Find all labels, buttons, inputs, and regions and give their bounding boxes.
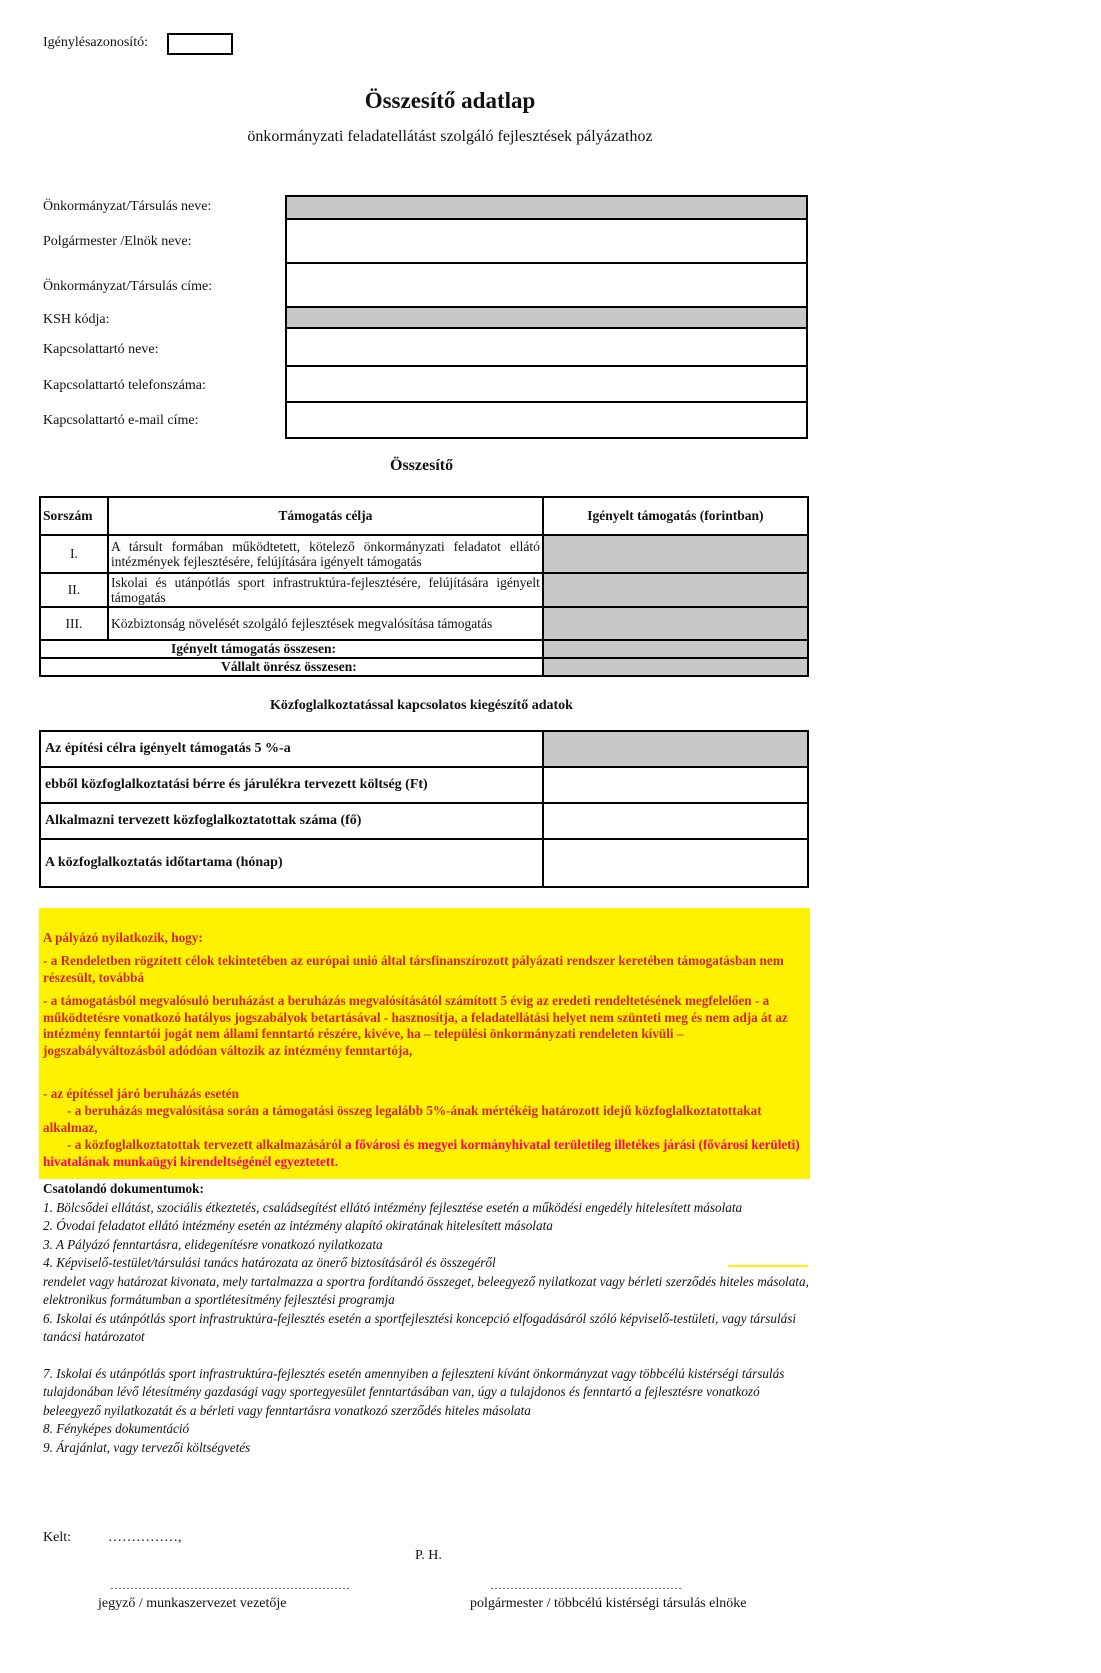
list-item: 6. Iskolai és utánpótlás sport infrastruktúra-fejlesztés esetén a sportfejlesztési koncepció elfogadásáról szóló képviselő-testületi, vagy társulási tanácsi határozatot xyxy=(43,1310,797,1344)
date-value[interactable]: ……………, xyxy=(108,1530,182,1545)
total-requested-label: Igényelt támogatás összesen: xyxy=(40,640,543,658)
summary-table xyxy=(39,496,809,677)
right-signature-line[interactable]: ………………………………………… xyxy=(490,1578,682,1592)
employment-input-count[interactable] xyxy=(543,803,808,839)
page-title: Összesítő adatlap xyxy=(364,88,536,113)
header-purpose: Támogatás célja xyxy=(108,497,543,535)
yellow-mark xyxy=(728,1265,808,1267)
right-signature-caption: polgármester / többcélú kistérségi társulás elnöke xyxy=(470,1596,747,1611)
employment-label-cost: ebből közfoglalkoztatási bérre és járulékra tervezett költség (Ft) xyxy=(40,767,543,803)
declaration-p1: - a Rendeletben rögzített célok tekintetében az európai unió által társfinanszírozott pályázati rendszer keretében támogatásban nem részesült, továbbá xyxy=(43,952,784,985)
employment-input-duration[interactable] xyxy=(543,839,808,887)
row-number: I. xyxy=(40,535,108,573)
row-amount-input[interactable] xyxy=(543,607,808,640)
field-label-name: Önkormányzat/Társulás neve: xyxy=(43,199,212,214)
employment-input-support[interactable] xyxy=(543,731,808,767)
declaration-box xyxy=(39,908,810,1179)
table-row xyxy=(40,535,808,573)
field-label-mayor: Polgármester /Elnök neve: xyxy=(43,234,192,249)
list-item: 4. Képviselő-testület/társulási tanács határozata az önerő biztosításáról és összegéről xyxy=(43,1255,496,1270)
header-amount: Igényelt támogatás (forintban) xyxy=(543,497,808,535)
field-ksh[interactable] xyxy=(285,306,808,329)
documents-list xyxy=(43,1180,813,1457)
list-item: 2. Óvodai feladatot ellátó intézmény esetén az intézmény alapító okiratának hitelesített másolata xyxy=(43,1218,553,1233)
declaration-intro: A pályázó nyilatkozik, hogy: xyxy=(43,930,203,945)
request-id-input[interactable] xyxy=(167,33,233,55)
field-label-address: Önkormányzat/Társulás címe: xyxy=(43,279,213,294)
employment-input-cost[interactable] xyxy=(543,767,808,803)
documents-title: Csatolandó dokumentumok: xyxy=(43,1181,204,1196)
field-contact-email[interactable] xyxy=(285,401,808,439)
employment-label-count: Alkalmazni tervezett közfoglalkoztatottak száma (fő) xyxy=(40,803,543,839)
table-row xyxy=(40,573,808,607)
declaration-p5b: a fővárosi és megyei kormányhivatal területileg illetékes járási (fővárosi kerületi) hivatalának munkaügyi kirendeltségénél egyeztetett. xyxy=(43,1136,800,1169)
row-number: II. xyxy=(40,573,108,607)
request-id-label: Igénylésazonosító: xyxy=(43,35,148,50)
field-mayor[interactable] xyxy=(285,218,808,264)
header-number: Sorszám xyxy=(40,497,108,535)
summary-title: Összesítő xyxy=(390,457,454,474)
table-row xyxy=(40,607,808,640)
field-label-ksh: KSH kódja: xyxy=(43,312,110,327)
list-item: 8. Fényképes dokumentáció xyxy=(43,1421,190,1436)
row-purpose: Közbiztonság növelését szolgáló fejlesztések megvalósítása támogatás xyxy=(108,607,543,640)
declaration-p5a: - a közfoglalkoztatottak tervezett alkalmazásáról xyxy=(67,1136,342,1152)
field-name[interactable] xyxy=(285,195,808,220)
declaration-p4: - a beruházás megvalósítása során a támogatási összeg legalább 5%-ának mértékéig határozott idejű közfoglalkoztatottakat alkalmaz, xyxy=(43,1103,762,1136)
field-contact-name[interactable] xyxy=(285,327,808,367)
field-label-contact-email: Kapcsolattartó e-mail címe: xyxy=(43,413,199,428)
left-signature-line[interactable]: …………………………………………………… xyxy=(110,1578,350,1592)
employment-table xyxy=(39,730,809,888)
declaration-p2: - a támogatásból megvalósuló beruházást a beruházás megvalósításától számított 5 évig az eredeti rendeltetésének megfelelően - a működtetésre vonatkozó hatályos jogszabályok betartásával - hasznosítja, a feladatellátási helyet nem szünteti meg és nem adja át az intézmény fenntartói jogát nem állami fenntartó részére, kivéve, ha – települési önkormányzati rendeleten kívüli – jogszabályváltozásból adódóan változik az intézmény fenntartója, xyxy=(43,992,788,1059)
field-label-contact-name: Kapcsolattartó neve: xyxy=(43,342,159,357)
total-own-label: Vállalt önrész összesen: xyxy=(40,658,543,676)
stamp-label: P. H. xyxy=(415,1548,442,1563)
row-number: III. xyxy=(40,607,108,640)
employment-label-duration: A közfoglalkoztatás időtartama (hónap) xyxy=(40,839,543,887)
list-item: 3. A Pályázó fenntartásra, elidegenítésre vonatkozó nyilatkozata xyxy=(43,1236,383,1252)
employment-title: Közfoglalkoztatással kapcsolatos kiegészítő adatok xyxy=(270,698,573,713)
row-purpose: Iskolai és utánpótlás sport infrastruktúra-fejlesztésére, felújítására igényelt támogatás xyxy=(108,573,543,607)
list-item: 9. Árajánlat, vagy tervezői költségvetés xyxy=(43,1439,251,1455)
field-address[interactable] xyxy=(285,262,808,308)
row-amount-input[interactable] xyxy=(543,535,808,573)
list-item: 7. Iskolai és utánpótlás sport infrastruktúra-fejlesztés esetén amennyiben a fejleszteni kívánt önkormányzat vagy többcélú kistérségi társulás tulajdonában lévő létesítmény gazdasági vagy sportegyesület fenntartásában van, úgy a tulajdonos és fenntartó a fejlesztésre vonatkozó beleegyező nyilatkozatát és a bérleti vagy fenntartásra vonatkozó szerződés hiteles másolata xyxy=(43,1365,785,1418)
list-item: 1. Bölcsődei ellátást, szociális étkeztetés, családsegítést ellátó intézmény fejlesztése esetén a működési engedély hitelesített másolata xyxy=(43,1199,743,1215)
left-signature-caption: jegyző / munkaszervezet vezetője xyxy=(98,1596,287,1611)
page-subtitle: önkormányzati feladatellátást szolgáló fejlesztések pályázathoz xyxy=(247,128,653,145)
field-label-contact-phone: Kapcsolattartó telefonszáma: xyxy=(43,378,206,393)
total-requested-input[interactable] xyxy=(543,640,808,658)
field-contact-phone[interactable] xyxy=(285,365,808,403)
list-item: rendelet vagy határozat kivonata, mely tartalmazza a sportra fordítandó összeget, beleegyező nyilatkozat vagy bérleti szerződés hiteles másolata, elektronikus formátumban a sportlétesítmény fejlesztési programja xyxy=(43,1273,809,1307)
row-purpose: A társult formában működtetett, kötelező önkormányzati feladatot ellátó intézmények fejlesztésére, felújítására igényelt támogatás xyxy=(108,535,543,573)
total-own-input[interactable] xyxy=(543,658,808,676)
date-label: Kelt: xyxy=(43,1530,71,1545)
declaration-p3: - az építéssel járó beruházás esetén xyxy=(43,1086,239,1102)
row-amount-input[interactable] xyxy=(543,573,808,607)
employment-label-support: Az építési célra igényelt támogatás 5 %-a xyxy=(40,731,543,767)
